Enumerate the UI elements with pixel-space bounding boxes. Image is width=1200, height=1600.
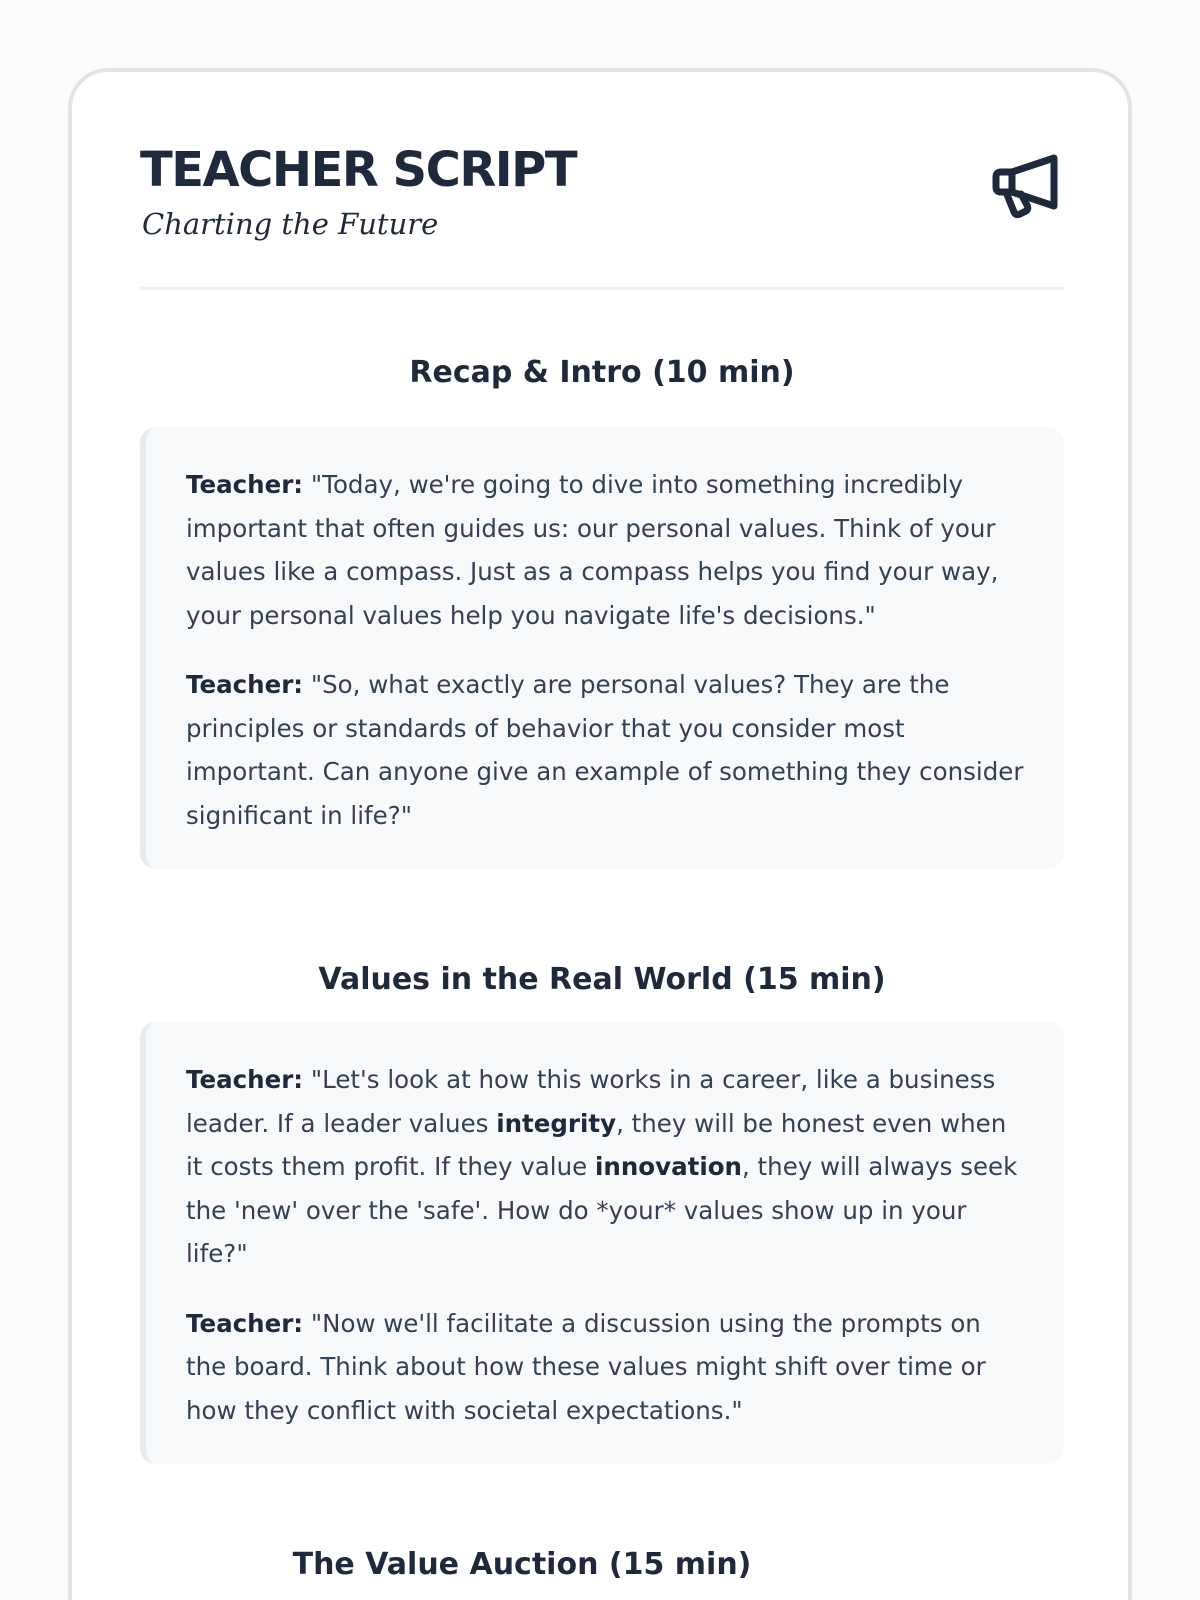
script-text: , they will always seek the 'new' over the 'safe'. How do *your* values show up in your life?" [186,1152,1018,1268]
script-line [186,1302,1024,1433]
speaker-label: Teacher: [186,470,304,499]
script-text: "Today, we're going to dive into something incredibly important that often guides us: our personal values. Think of your values like a compass. Just as a compass helps you find your way, your personal values help you navigate life's decisions." [186,470,999,630]
script-header [140,142,1064,290]
page-title: TEACHER SCRIPT [140,142,577,198]
speaker-label: Teacher: [186,1065,304,1094]
script-line [186,663,1024,837]
section-title-recap: Recap & Intro (10 min) [409,355,795,390]
value-term-integrity: integrity [496,1108,617,1138]
script-box-recap [140,427,1064,869]
value-term-innovation: innovation [594,1152,742,1181]
section-title-auction: The Value Auction (15 min) [292,1547,752,1582]
speaker-label: Teacher: [186,1308,304,1338]
section-title-values: Values in the Real World (15 min) [318,962,886,997]
script-text: "Let's look at how this works in a career, like a business leader. If a leader values [186,1065,996,1138]
script-line [186,1058,1024,1276]
script-box-values [140,1022,1064,1464]
page-subtitle: Charting the Future [142,207,439,241]
script-card [68,68,1132,1600]
speaker-label: Teacher: [186,670,304,699]
script-text: , they will be honest even when it costs them profit. If they value [186,1108,1007,1181]
script-text: "So, what exactly are personal values? They are the principles or standards of behavior that you consider most important. Can anyone give an example of something they consider significant in life?" [186,670,1024,830]
script-text: "Now we'll facilitate a discussion using the prompts on the board. Think about how these values might shift over time or how they conflict with societal expectations." [186,1308,986,1425]
script-line [186,463,1024,637]
megaphone-icon [988,144,1064,220]
